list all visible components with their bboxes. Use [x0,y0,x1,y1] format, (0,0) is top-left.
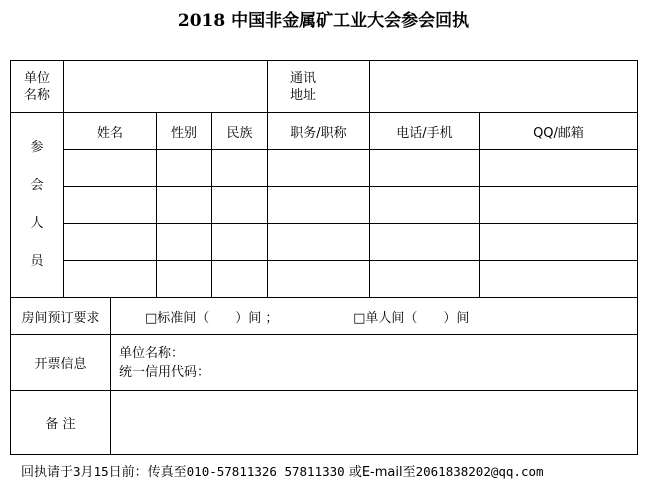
attendee-email-cell[interactable] [480,150,638,187]
address-label: 通讯 地址 [268,61,370,113]
col-header-phone: 电话/手机 [370,113,480,150]
table-row [11,187,638,224]
form-title: 2018 中国非金属矿工业大会参会回执 [177,11,470,31]
remarks-field[interactable] [111,391,638,455]
room-label: 房间预订要求 [11,298,111,335]
fax-numbers: 010-57811326 57811330 [186,464,345,479]
room-option-standard[interactable]: □标准间（ ）间 ； [145,310,279,326]
attendee-name-cell[interactable] [64,150,157,187]
remarks-label: 备 注 [11,391,111,455]
attendee-name-cell[interactable] [64,224,157,261]
email-address[interactable]: 2061838202@qq.com [415,464,544,479]
attendee-name-cell[interactable] [64,187,157,224]
invoice-unit-name-label: 单位名称： [119,345,185,361]
attendee-phone-cell[interactable] [370,261,480,298]
attendee-gender-cell[interactable] [157,224,212,261]
col-header-position: 职务/职称 [268,113,370,150]
attendee-position-cell[interactable] [268,150,370,187]
unit-name-label: 单位 名称 [11,61,64,113]
invoice-field[interactable] [111,335,638,391]
attendee-ethnicity-cell[interactable] [212,224,268,261]
attendee-phone-cell[interactable] [370,187,480,224]
attendee-position-cell[interactable] [268,187,370,224]
address-field[interactable] [370,61,638,113]
attendee-position-cell[interactable] [268,224,370,261]
attendee-ethnicity-cell[interactable] [212,261,268,298]
room-option-single[interactable]: □单人间（ ）间 [353,310,470,326]
attendee-phone-cell[interactable] [370,224,480,261]
col-header-ethnicity: 民族 [212,113,268,150]
registration-form-table [10,60,638,455]
unit-name-field[interactable] [64,61,268,113]
room-options [111,298,638,335]
attendee-phone-cell[interactable] [370,150,480,187]
table-row [11,224,638,261]
col-header-name: 姓名 [64,113,157,150]
attendee-gender-cell[interactable] [157,150,212,187]
table-row [11,150,638,187]
attendee-gender-cell[interactable] [157,187,212,224]
attendee-name-cell[interactable] [64,261,157,298]
invoice-label: 开票信息 [11,335,111,391]
invoice-credit-code-label: 统一信用代码： [119,364,211,380]
col-header-qq-email: QQ/邮箱 [480,113,638,150]
attendee-gender-cell[interactable] [157,261,212,298]
col-header-gender: 性别 [157,113,212,150]
attendee-position-cell[interactable] [268,261,370,298]
attendees-side-label: 参 会 人 员 [11,113,64,298]
attendee-email-cell[interactable] [480,224,638,261]
attendee-ethnicity-cell[interactable] [212,187,268,224]
table-row [11,261,638,298]
footer-instructions: 回执请于3月15日前：传真至010-57811326 57811330 或E-mail至2061838202@qq.com [21,464,544,480]
attendee-email-cell[interactable] [480,187,638,224]
attendee-email-cell[interactable] [480,261,638,298]
attendee-ethnicity-cell[interactable] [212,150,268,187]
